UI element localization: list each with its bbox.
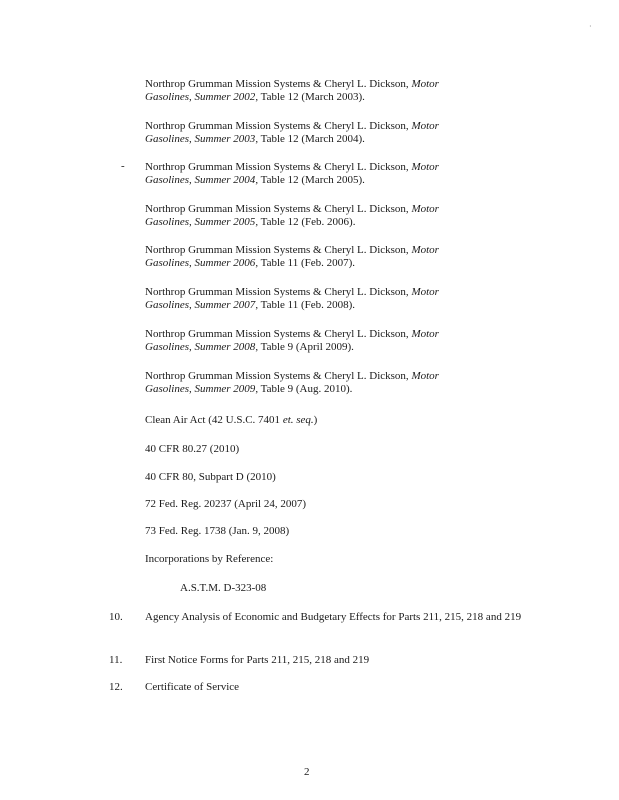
- item-number: 11.: [109, 654, 123, 666]
- reference-entry: Northrop Grumman Mission Systems & Cheryl L. Dickson, Motor Gasolines, Summer 2006, Table 11 (Feb. 2007).: [145, 244, 439, 269]
- astm-citation: A.S.T.M. D-323-08: [180, 582, 267, 594]
- cfr-subpart-citation: 40 CFR 80, Subpart D (2010): [145, 471, 276, 483]
- fed-reg-citation: 73 Fed. Reg. 1738 (Jan. 9, 2008): [145, 525, 290, 537]
- item-number: 12.: [109, 681, 123, 693]
- reference-entry: Northrop Grumman Mission Systems & Cheryl L. Dickson, Motor Gasolines, Summer 2007, Table 11 (Feb. 2008).: [145, 286, 439, 311]
- reference-entry: Northrop Grumman Mission Systems & Cheryl L. Dickson, Motor Gasolines, Summer 2003, Table 12 (March 2004).: [145, 120, 439, 145]
- incorporations-heading: Incorporations by Reference:: [145, 553, 274, 565]
- reference-entry: Northrop Grumman Mission Systems & Cheryl L. Dickson, Motor Gasolines, Summer 2009, Table 9 (Aug. 2010).: [145, 370, 439, 395]
- item-number: 10.: [109, 611, 123, 623]
- clean-air-act-citation: Clean Air Act (42 U.S.C. 7401 et. seq.): [145, 414, 318, 426]
- reference-entry: Northrop Grumman Mission Systems & Cheryl L. Dickson, Motor Gasolines, Summer 2004, Table 12 (March 2005).: [145, 161, 439, 186]
- page-number: 2: [304, 766, 310, 778]
- agency-analysis-item: Agency Analysis of Economic and Budgetary Effects for Parts 211, 215, 218 and 219: [145, 611, 522, 623]
- reference-entry: Northrop Grumman Mission Systems & Cheryl L. Dickson, Motor Gasolines, Summer 2008, Table 9 (April 2009).: [145, 328, 439, 353]
- cfr-citation: 40 CFR 80.27 (2010): [145, 443, 240, 455]
- reference-entry: Northrop Grumman Mission Systems & Cheryl L. Dickson, Motor Gasolines, Summer 2005, Table 12 (Feb. 2006).: [145, 203, 439, 228]
- reference-entry: Northrop Grumman Mission Systems & Cheryl L. Dickson, Motor Gasolines, Summer 2002, Table 12 (March 2003).: [145, 78, 439, 103]
- bullet-mark: -: [121, 160, 125, 172]
- first-notice-forms-item: First Notice Forms for Parts 211, 215, 218 and 219: [145, 654, 370, 666]
- fed-reg-citation: 72 Fed. Reg. 20237 (April 24, 2007): [145, 498, 307, 510]
- certificate-of-service-item: Certificate of Service: [145, 681, 240, 693]
- corner-mark: ·: [589, 22, 592, 31]
